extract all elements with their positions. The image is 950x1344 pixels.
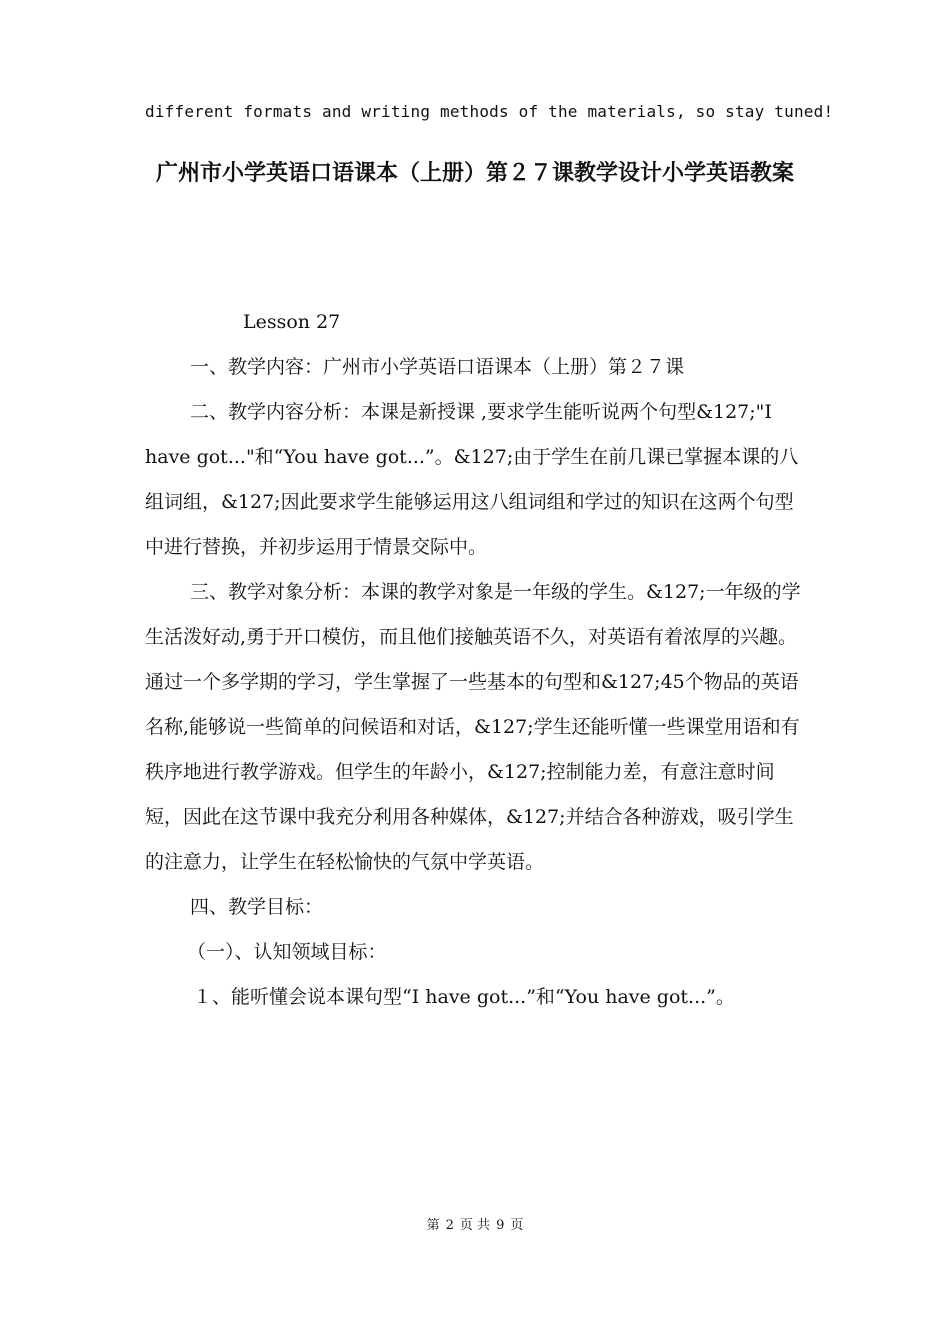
footer-prefix: 第 <box>426 1218 440 1233</box>
page-footer <box>0 1217 950 1235</box>
header-note: different formats and writing methods of the materials, so stay tuned! <box>145 102 834 121</box>
document-body <box>145 300 810 1020</box>
footer-suffix: 页 <box>510 1218 524 1233</box>
paragraph-teaching-goals: 四、教学目标： <box>190 896 324 918</box>
paragraph-goal-item-1: １、能听懂会说本课句型“I have got...”和“You have got...”。 <box>193 986 735 1008</box>
document-title: 广州市小学英语口语课本（上册）第２７课教学设计小学英语教案 <box>155 161 794 186</box>
paragraph-cognitive-goals: （一）、认知领域目标： <box>187 941 387 963</box>
paragraph-teaching-content: 一、教学内容：广州市小学英语口语课本（上册）第２７课 <box>190 356 685 378</box>
lesson-heading: Lesson 27 <box>243 311 341 333</box>
paragraph-content-analysis: 二、教学内容分析：本课是新授课 ,要求学生能听说两个句型&127;"I have got..."和“You have got...”。&127;由于学生在前几课已掌握本课的八组词组，&127;因此要求学生能够运用这八组词组和学过的知识在这两个句型中进行替换，并初步运用于情景交际中。 <box>145 401 799 558</box>
footer-total-pages: 9 <box>496 1218 505 1233</box>
paragraph-student-analysis: 三、教学对象分析：本课的教学对象是一年级的学生。&127;一年级的学生活泼好动,勇于开口模仿，而且他们接触英语不久，对英语有着浓厚的兴趣。通过一个多学期的学习，学生掌握了一些基本的句型和&127;45个物品的英语名称,能够说一些简单的问候语和对话，&127;学生还能听懂一些课堂用语和有秩序地进行教学游戏。但学生的年龄小，&127;控制能力差，有意注意时间短，因此在这节课中我充分利用各种媒体，&127;并结合各种游戏，吸引学生的注意力，让学生在轻松愉快的气氛中学英语。 <box>145 581 801 873</box>
footer-current-page: 2 <box>445 1218 454 1233</box>
footer-middle: 页 共 <box>459 1218 491 1233</box>
